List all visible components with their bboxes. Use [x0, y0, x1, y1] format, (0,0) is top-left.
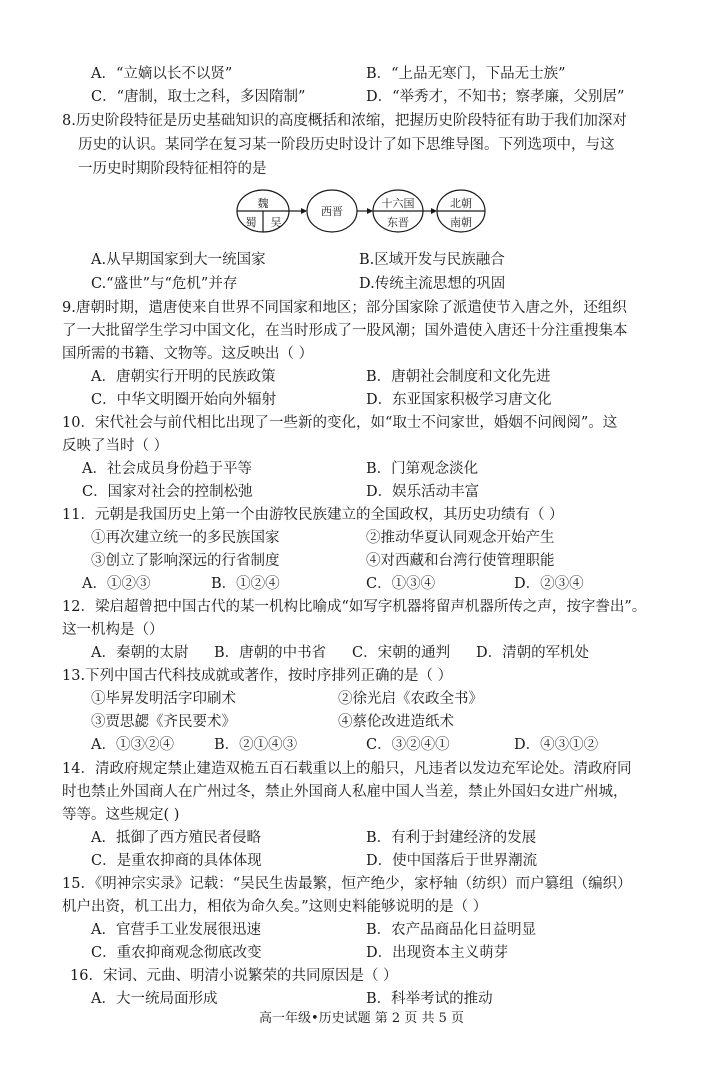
label-xijin: 西晋 — [321, 205, 343, 218]
q11-item-3: ③创立了影响深远的行省制度 — [91, 553, 280, 569]
q16-line-1: 16．宋词、元曲、明清小说繁荣的共同原因是（ ） — [70, 968, 398, 984]
q9-line-3: 国所需的书籍、文物等。这反映出（ ） — [62, 346, 314, 362]
label-shu: 蜀 — [245, 216, 257, 229]
q12-option-d: D．清朝的军机处 — [476, 645, 590, 661]
q11-item-1: ①再次建立统一的多民族国家 — [91, 530, 280, 546]
q13-line-1: 13.下列中国古代科技成就或著作，按时序排列正确的是（ ） — [62, 668, 453, 684]
q14-line-3: 等等。这些规定( ) — [62, 807, 180, 823]
q10-option-c: C．国家对社会的控制松弛 — [82, 484, 253, 500]
q10-line-1: 10．宋代社会与前代相比出现了一些新的变化，如“取士不问家世，婚姻不问阀阅”。这 — [62, 415, 618, 431]
q9-option-b: B．唐朝社会制度和文化先进 — [366, 369, 551, 385]
q13-option-c: C．③②④① — [366, 737, 450, 753]
q7-option-a: A．“立嫡以长不以贤” — [91, 66, 233, 82]
label-wu: 吴 — [270, 216, 282, 229]
q10-option-d: D．娱乐活动丰富 — [366, 484, 480, 500]
q9-option-d: D．东亚国家积极学习唐文化 — [366, 392, 552, 408]
q14-option-c: C．是重农抑商的具体体现 — [91, 853, 262, 869]
q11-option-a: A．①②③ — [82, 576, 151, 592]
q7-option-c: C．“唐制，取士之科，多因隋制” — [91, 89, 306, 105]
q11-option-b: B．①②④ — [211, 576, 280, 592]
q7-option-b: B．“上品无寒门，下品无士族” — [366, 66, 566, 82]
q12-option-a: A．秦朝的太尉 — [91, 645, 189, 661]
q13-option-a: A．①③②④ — [91, 737, 174, 753]
q13-option-d: D．④③①② — [514, 737, 599, 753]
q10-option-a: A．社会成员身份趋于平等 — [82, 461, 252, 477]
q14-option-a: A．抵御了西方殖民者侵略 — [91, 830, 261, 846]
q10-option-b: B．门第观念淡化 — [366, 461, 479, 477]
q15-line-2: 机户出资，机工出力，相依为命久矣。”这则史料能够说明的是（ ） — [62, 899, 488, 915]
q10-line-2: 反映了当时（ ） — [62, 438, 169, 454]
q12-line-2: 这一机构是（） — [62, 622, 164, 638]
q13-item-2: ②徐光启《农政全书》 — [338, 691, 483, 707]
q12-line-1: 12．梁启超曾把中国古代的某一机构比喻成“如写字机器将留声机器所传之声，按字誊出”。 — [62, 599, 647, 615]
label-shiliuguo: 十六国 — [381, 197, 415, 210]
q14-option-b: B．有利于封建经济的发展 — [366, 830, 537, 846]
q16-option-a: A．大一统局面形成 — [91, 991, 218, 1007]
q8-option-a: A.从早期国家到大一统国家 — [91, 252, 266, 268]
label-wei: 魏 — [257, 197, 269, 210]
q8-option-b: B.区域开发与民族融合 — [359, 252, 505, 268]
q7-option-d: D．“举秀才，不知书；察孝廉，父别居” — [366, 89, 625, 105]
page-footer: 高一年级•历史试题 第 2 页 共 5 页 — [258, 1011, 464, 1026]
q13-item-4: ④蔡伦改进造纸术 — [338, 714, 454, 730]
q15-option-a: A．官营手工业发展很迅速 — [91, 922, 261, 938]
q11-option-c: C．①③④ — [366, 576, 436, 592]
q16-option-b: B．科举考试的推动 — [366, 991, 493, 1007]
q11-item-4: ④对西藏和台湾行使管理职能 — [366, 553, 555, 569]
q15-option-d: D．出现资本主义萌芽 — [366, 945, 509, 961]
q13-option-b: B．②①④③ — [214, 737, 298, 753]
q14-line-1: 14．清政府规定禁止建造双桅五百石载重以上的船只，凡违者以发边充军论处。清政府同 — [62, 761, 632, 777]
q14-line-2: 时也禁止外国商人在广州过冬，禁止外国商人私雇中国人当差，禁止外国妇女进广州城， — [62, 784, 628, 800]
q13-item-1: ①毕昇发明活字印刷术 — [91, 691, 236, 707]
q11-line-1: 11．元朝是我国历史上第一个由游牧民族建立的全国政权，其历史功绩有（ ） — [62, 507, 564, 523]
q15-line-1: 15．《明神宗实录》记载：“吴民生齿最繁，恒产绝少，家杼轴（纺织）而户篡组（编织） — [62, 876, 632, 892]
q11-option-d: D．②③④ — [514, 576, 584, 592]
label-beichao: 北朝 — [450, 197, 472, 210]
q15-option-b: B．农产品商品化日益明显 — [366, 922, 537, 938]
q8-line-3: 一历史时期阶段特征相符的是 — [78, 161, 267, 177]
q9-line-2: 了一大批留学生学习中国文化，在当时形成了一股风潮；国外遣使入唐还十分注重搜集本 — [62, 323, 628, 339]
q8-mind-map-diagram — [236, 188, 486, 234]
q9-option-c: C．中华文明圈开始向外辐射 — [91, 392, 277, 408]
q9-line-1: 9.唐朝时期，遣唐使来自世界不同国家和地区；部分国家除了派遣使节入唐之外，还组织 — [62, 300, 627, 316]
q12-option-c: C．宋朝的通判 — [352, 645, 451, 661]
q8-line-1: 8.历史阶段特征是历史基础知识的高度概括和浓缩，把握历史阶段特征有助于我们加深对 — [62, 113, 627, 129]
q11-item-2: ②推动华夏认同观念开始产生 — [366, 530, 555, 546]
q8-line-2: 历史的认识。某同学在复习某一阶段历史时设计了如下思维导图。下列选项中，与这 — [78, 137, 615, 153]
q9-option-a: A．唐朝实行开明的民族政策 — [91, 369, 276, 385]
q8-option-d: D.传统主流思想的巩固 — [359, 276, 506, 292]
q12-option-b: B．唐朝的中书省 — [214, 645, 327, 661]
label-dongjin: 东晋 — [387, 216, 409, 229]
q8-option-c: C.“盛世”与“危机”并存 — [91, 276, 238, 292]
label-nanchao: 南朝 — [450, 216, 472, 229]
q14-option-d: D．使中国落后于世界潮流 — [366, 853, 538, 869]
q13-item-3: ③贾思勰《齐民要术》 — [91, 714, 236, 730]
q15-option-c: C．重农抑商观念彻底改变 — [91, 945, 262, 961]
